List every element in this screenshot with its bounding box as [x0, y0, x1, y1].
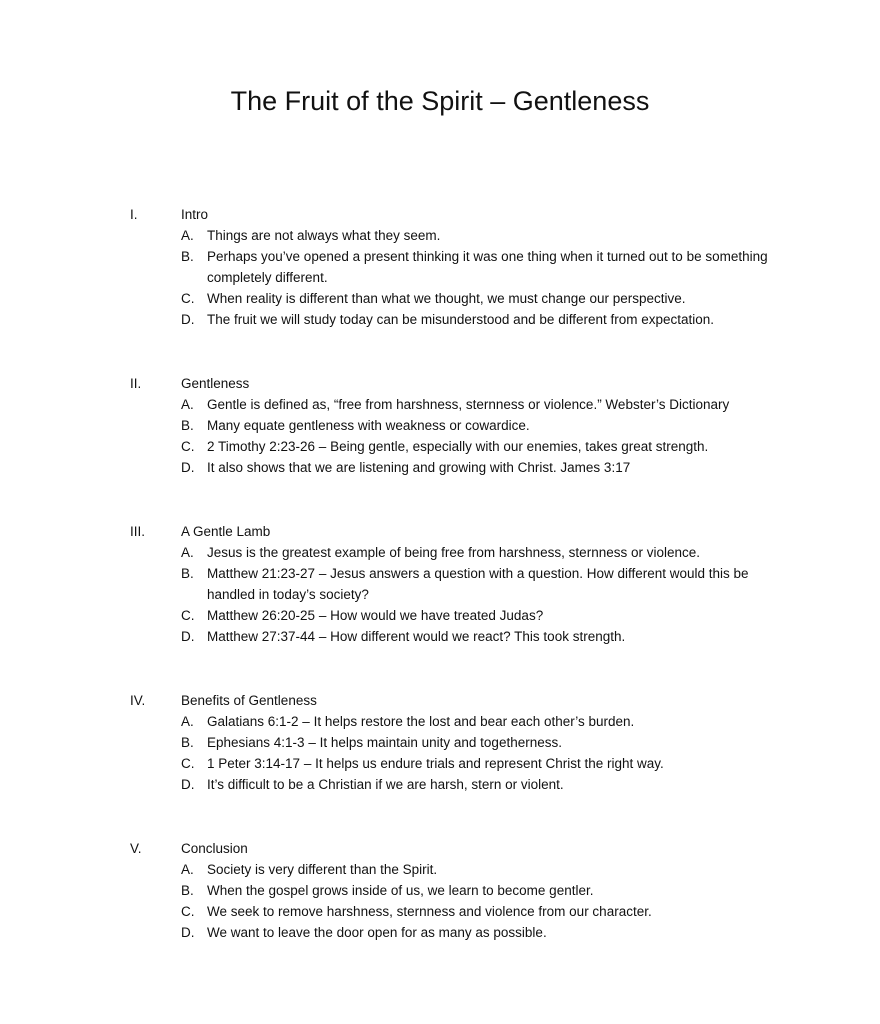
- list-item: [0, 225, 880, 246]
- list-item: [0, 436, 880, 457]
- section-numeral: III.: [130, 524, 146, 539]
- section-heading: Conclusion: [181, 841, 248, 856]
- list-item: [0, 309, 880, 330]
- point-letter: A.: [181, 397, 194, 412]
- point-list: [0, 859, 880, 943]
- list-item: [0, 626, 880, 647]
- point-letter: B.: [181, 735, 194, 750]
- point-letter: D.: [181, 777, 195, 792]
- point-text: Matthew 21:23-27 – Jesus answers a question with a question. How different would this be handled in today’s society?: [207, 566, 749, 602]
- point-letter: A.: [181, 714, 194, 729]
- list-item: [0, 246, 880, 288]
- point-text: 2 Timothy 2:23-26 – Being gentle, especially with our enemies, takes great strength.: [207, 439, 709, 454]
- point-text: When the gospel grows inside of us, we learn to become gentler.: [207, 883, 594, 898]
- list-item: [0, 711, 880, 732]
- section-heading: Intro: [181, 207, 209, 222]
- point-text: Jesus is the greatest example of being free from harshness, sternness or violence.: [207, 545, 701, 560]
- point-text: Many equate gentleness with weakness or cowardice.: [207, 418, 530, 433]
- list-item: [0, 901, 880, 922]
- list-item: [0, 859, 880, 880]
- point-list: [0, 542, 880, 647]
- point-text: We seek to remove harshness, sternness and violence from our character.: [207, 904, 652, 919]
- point-letter: D.: [181, 629, 195, 644]
- point-text: We want to leave the door open for as many as possible.: [207, 925, 547, 940]
- list-item: [0, 774, 880, 795]
- list-item: [0, 563, 880, 605]
- section-numeral: V.: [130, 841, 142, 856]
- point-text: When reality is different than what we thought, we must change our perspective.: [207, 291, 686, 306]
- point-list: [0, 394, 880, 478]
- point-letter: A.: [181, 862, 194, 877]
- point-text: The fruit we will study today can be misunderstood and be different from expectation.: [207, 312, 715, 327]
- point-text: It also shows that we are listening and growing with Christ. James 3:17: [207, 460, 631, 475]
- point-letter: A.: [181, 228, 194, 243]
- point-text: Gentle is defined as, “free from harshness, sternness or violence.” Webster’s Dictionary: [207, 397, 730, 412]
- section-heading: Gentleness: [181, 376, 250, 391]
- section-numeral: I.: [130, 207, 138, 222]
- point-letter: D.: [181, 312, 195, 327]
- point-letter: B.: [181, 883, 194, 898]
- point-list: [0, 225, 880, 330]
- point-letter: B.: [181, 249, 194, 264]
- list-item: [0, 288, 880, 309]
- point-letter: B.: [181, 566, 194, 581]
- point-letter: D.: [181, 925, 195, 940]
- point-text: Things are not always what they seem.: [207, 228, 441, 243]
- point-letter: C.: [181, 439, 195, 454]
- list-item: [0, 732, 880, 753]
- point-text: Society is very different than the Spirit.: [207, 862, 438, 877]
- list-item: [0, 880, 880, 901]
- section-heading: Benefits of Gentleness: [181, 693, 317, 708]
- list-item: [0, 415, 880, 436]
- list-item: [0, 605, 880, 626]
- point-text: 1 Peter 3:14-17 – It helps us endure trials and represent Christ the right way.: [207, 756, 664, 771]
- point-letter: D.: [181, 460, 195, 475]
- point-text: It’s difficult to be a Christian if we are harsh, stern or violent.: [207, 777, 564, 792]
- point-list: [0, 711, 880, 795]
- point-letter: C.: [181, 608, 195, 623]
- page-title: The Fruit of the Spirit – Gentleness: [230, 86, 650, 116]
- point-letter: B.: [181, 418, 194, 433]
- point-letter: C.: [181, 756, 195, 771]
- point-text: Matthew 27:37-44 – How different would we react? This took strength.: [207, 629, 626, 644]
- point-text: Matthew 26:20-25 – How would we have treated Judas?: [207, 608, 544, 623]
- point-text: Perhaps you’ve opened a present thinking it was one thing when it turned out to be something completely different.: [207, 249, 768, 285]
- list-item: [0, 394, 880, 415]
- section-heading: A Gentle Lamb: [181, 524, 271, 539]
- point-text: Galatians 6:1-2 – It helps restore the lost and bear each other’s burden.: [207, 714, 635, 729]
- point-text: Ephesians 4:1-3 – It helps maintain unity and togetherness.: [207, 735, 562, 750]
- list-item: [0, 542, 880, 563]
- point-letter: A.: [181, 545, 194, 560]
- point-letter: C.: [181, 291, 195, 306]
- point-letter: C.: [181, 904, 195, 919]
- list-item: [0, 457, 880, 478]
- section-numeral: II.: [130, 376, 142, 391]
- list-item: [0, 753, 880, 774]
- section-numeral: IV.: [130, 693, 146, 708]
- list-item: [0, 922, 880, 943]
